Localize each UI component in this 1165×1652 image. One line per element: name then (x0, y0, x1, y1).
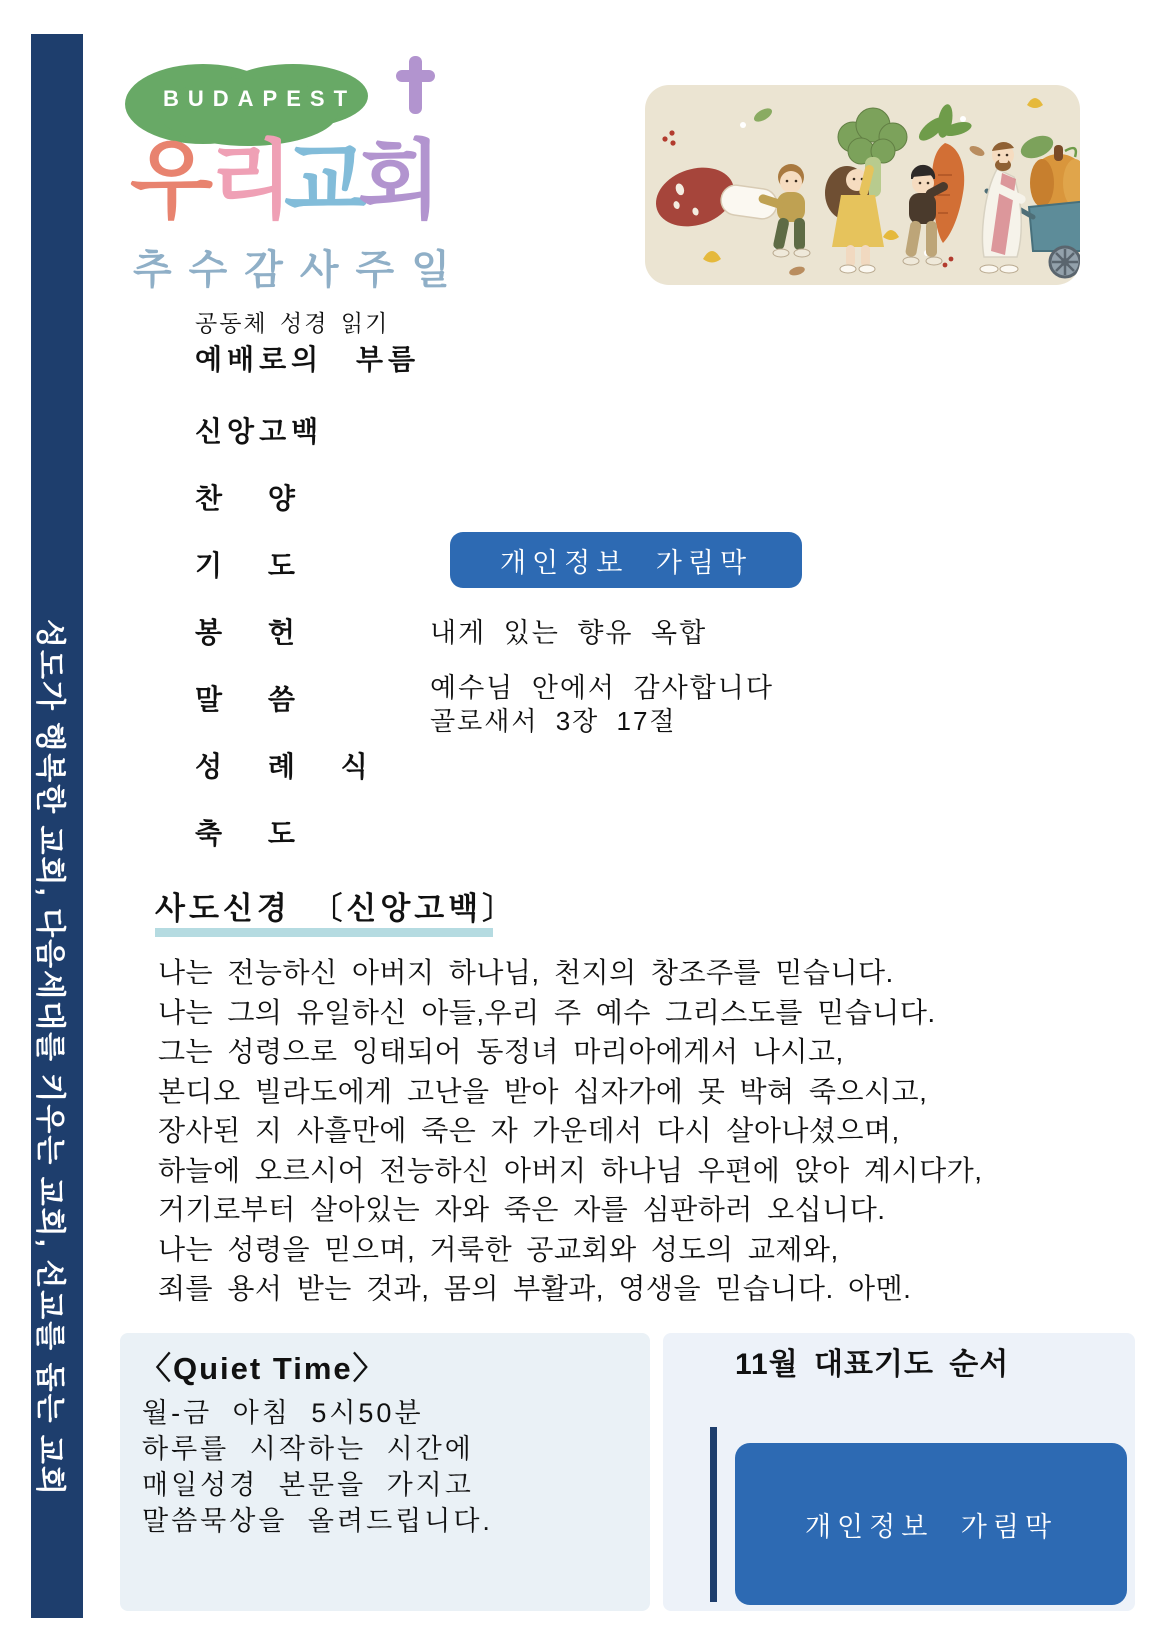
creed-line: 하늘에 오르시어 전능하신 아버지 하나님 우편에 앉아 계시다가, (158, 1154, 983, 1186)
vertical-accent-bar (710, 1427, 717, 1602)
creed-line: 나는 전능하신 아버지 하나님, 천지의 창조주를 믿습니다. (158, 957, 894, 988)
quiet-time-text (142, 1395, 493, 1539)
order-item-confession: 신앙고백 (195, 416, 324, 447)
mushroom-boy-figure (648, 158, 810, 257)
call-to-worship-label: 예배로의 부름 (195, 344, 421, 375)
privacy-mask-label: 개인정보 가림막 (804, 1511, 1058, 1542)
logo-char-1: 우 (130, 133, 214, 229)
order-item-sacrament: 성 례 식 (195, 751, 373, 782)
quiet-time-title: 〈Quiet Time〉 (140, 1351, 386, 1386)
church-logo (108, 52, 442, 242)
quiet-time-line: 하루를 시작하는 시간에 (142, 1434, 474, 1464)
creed-heading: 사도신경 〔신앙고백〕 (155, 891, 518, 926)
order-item-benediction: 축 도 (195, 818, 300, 849)
church-motto: 성도가 행복한 교회, 다음세대를 키우는 교회, 선교를 돕는 교회 (33, 619, 66, 1497)
prayer-roster-title: 11월 대표기도 순서 (735, 1348, 1010, 1381)
logo-char-2: 리 (210, 133, 294, 229)
harvest-illustration (645, 85, 1080, 285)
creed-line: 나는 성령을 믿으며, 거룩한 공교회와 성도의 교제와, (158, 1233, 839, 1265)
creed-line: 그는 성령으로 잉태되어 동정녀 마리아에게서 나시고, (158, 1036, 844, 1067)
privacy-mask-roster (735, 1443, 1127, 1605)
logo-city-text: BUDAPEST (163, 86, 357, 111)
privacy-mask-label: 개인정보 가림막 (499, 547, 753, 578)
heading-underline (155, 928, 493, 937)
creed-line: 거기로부터 살아있는 자와 죽은 자를 심판하러 오십니다. (158, 1194, 886, 1225)
thanksgiving-title: 추수감사주일 (133, 248, 467, 292)
jesus-cart-figure (980, 131, 1080, 277)
carrot-boy-figure (903, 103, 973, 265)
community-reading-label: 공동체 성경 읽기 (195, 310, 390, 336)
logo-char-3: 교 (284, 133, 368, 229)
sidebar-banner (31, 34, 83, 1618)
sermon-scripture-note: 골로새서 3장 17절 (430, 706, 677, 736)
logo-church-name (130, 133, 441, 229)
order-item-praise: 찬 양 (195, 483, 300, 514)
logo-char-4: 회 (358, 133, 442, 229)
prayer-roster-box (663, 1333, 1135, 1611)
creed-text (158, 953, 983, 1309)
logo-cross-icon (396, 56, 435, 114)
quiet-time-line: 매일성경 본문을 가지고 (142, 1470, 474, 1500)
quiet-time-box (120, 1333, 650, 1611)
broccoli-girl-figure (825, 108, 907, 273)
creed-line: 장사된 지 사흘만에 죽은 자 가운데서 다시 살아나셨으며, (158, 1115, 900, 1146)
offering-hymn-note: 내게 있는 향유 옥합 (430, 618, 708, 648)
creed-line: 나는 그의 유일하신 아들,우리 주 예수 그리스도를 믿습니다. (158, 996, 936, 1028)
order-item-sermon: 말 씀 (195, 684, 300, 715)
sermon-title-note: 예수님 안에서 감사합니다 (430, 673, 774, 703)
privacy-mask-prayer-leader (450, 532, 802, 588)
church-logo-art (108, 52, 442, 242)
order-item-offering: 봉 헌 (195, 617, 300, 648)
quiet-time-line: 말씀묵상을 올려드립니다. (142, 1506, 493, 1536)
quiet-time-line: 월-금 아침 5시50분 (142, 1398, 424, 1428)
order-item-prayer: 기 도 (195, 550, 300, 581)
harvest-illustration-art (645, 85, 1080, 285)
creed-line: 죄를 용서 받는 것과, 몸의 부활과, 영생을 믿습니다. 아멘. (158, 1273, 912, 1304)
creed-line: 본디오 빌라도에게 고난을 받아 십자가에 못 박혀 죽으시고, (158, 1075, 928, 1107)
